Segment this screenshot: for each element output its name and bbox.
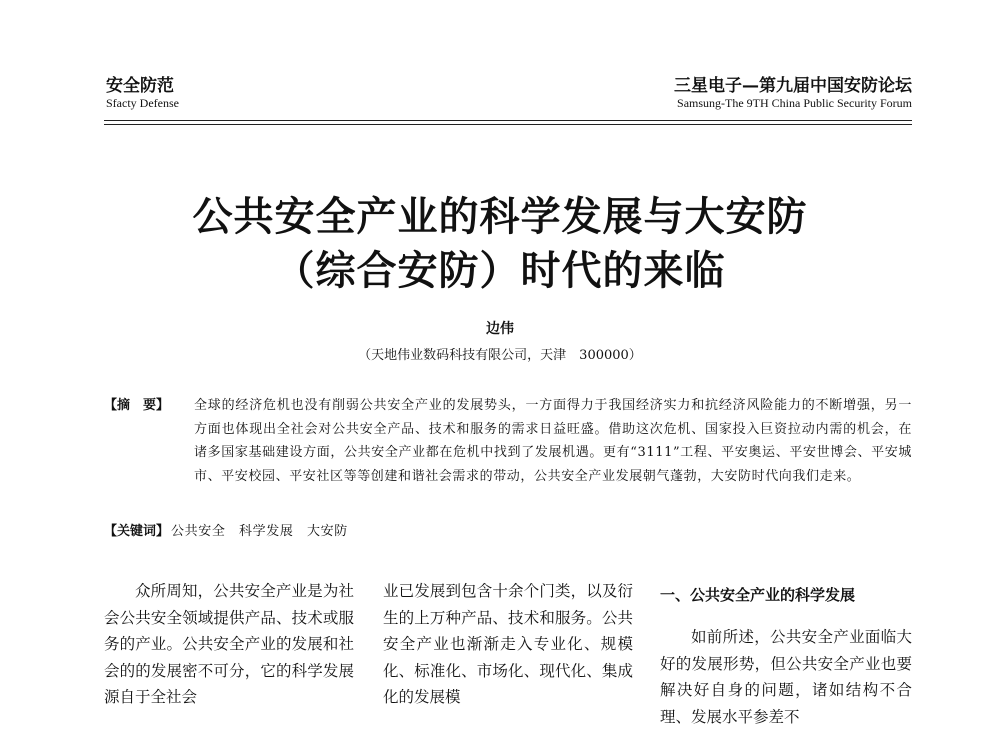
keywords-line bbox=[104, 520, 348, 539]
journal-name-en: Sfacty Defense bbox=[106, 96, 179, 110]
running-header-left bbox=[106, 76, 179, 110]
author-affiliation: （天地伟业数码科技有限公司，天津 300000） bbox=[358, 348, 642, 363]
article-title bbox=[0, 190, 1000, 298]
forum-name-en: Samsung-The 9TH China Public Security Forum bbox=[677, 96, 912, 110]
body-column-3 bbox=[660, 578, 912, 730]
header-rule-bottom bbox=[104, 124, 912, 125]
body-paragraph: 业已发展到包含十余个门类，以及衍生的上万种产品、技术和服务。公共安全产业也渐渐走入专业化、规模化、标准化、市场化、现代化、集成化的发展模 bbox=[383, 582, 633, 706]
title-line-2: （综合安防）时代的来临 bbox=[274, 248, 726, 294]
forum-name-cn: 三星电子—第九届中国安防论坛 bbox=[674, 76, 912, 96]
keywords-text: 公共安全 科学发展 大安防 bbox=[171, 524, 348, 539]
abstract-label: 【摘 要】 bbox=[104, 398, 170, 413]
running-header-right bbox=[674, 76, 912, 110]
header-rule-top bbox=[104, 120, 912, 121]
abstract-text: 全球的经济危机也没有削弱公共安全产业的发展势头，一方面得力于我国经济实力和抗经济风险能力的不断增强，另一方面也体现出全社会对公共安全产品、技术和服务的需求日益旺盛。借助这次危机、国家投入巨资拉动内需的机会，在诸多国家基础建设方面，公共安全产业都在危机中找到了发展机遇。更有“3111”工程、平安奥运、平安世博会、平安城市、平安校园、平安社区等等创建和谐社会需求的带动，公共安全产业发展朝气蓬勃，大安防时代向我们走来。 bbox=[194, 398, 912, 484]
body-column-1 bbox=[104, 578, 354, 711]
keywords-label: 【关键词】 bbox=[104, 524, 170, 539]
body-paragraph: 如前所述，公共安全产业面临大好的发展形势，但公共安全产业也要解决好自身的问题，诸如结构不合理、发展水平参差不 bbox=[660, 628, 912, 726]
section-heading: 一、公共安全产业的科学发展 bbox=[660, 586, 856, 604]
journal-name-cn: 安全防范 bbox=[106, 76, 174, 96]
body-paragraph: 众所周知，公共安全产业是为社会公共安全领域提供产品、技术或服务的产业。公共安全产业的发展和社会的的发展密不可分，它的科学发展源自于全社会 bbox=[104, 582, 354, 706]
body-column-2 bbox=[383, 578, 633, 711]
author-name: 边伟 bbox=[486, 321, 514, 337]
title-line-1: 公共安全产业的科学发展与大安防 bbox=[192, 194, 808, 240]
